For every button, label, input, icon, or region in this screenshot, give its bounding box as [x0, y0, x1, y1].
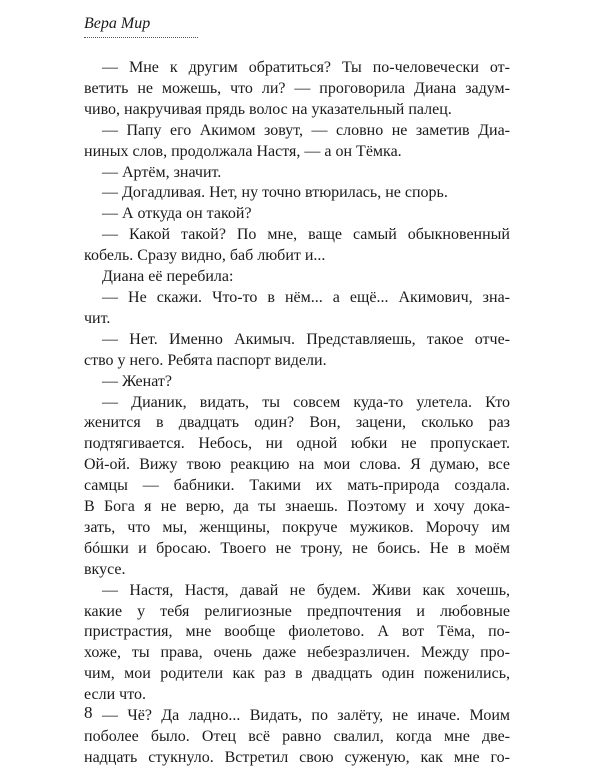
- body-text: [84, 58, 510, 769]
- page-number: 8: [84, 703, 93, 722]
- text-line: вкусе.: [84, 560, 126, 578]
- text-line: Ой-ой. Вижу твою реакцию на мои слова. Я думаю, все: [84, 456, 510, 474]
- text-line: чим, мои родители как раз в двадцать один поженились,: [84, 665, 510, 683]
- text-line: — Мне к другим обратиться? Ты по-человечески от-: [102, 59, 510, 76]
- text-line: — Дианик, видать, ты совсем куда-то улетела. Кто: [102, 393, 510, 411]
- text-line: женится в двадцать один? Вон, зацени, сколько раз: [84, 414, 510, 432]
- text-line: — Настя, Настя, давай не будем. Живи как хочешь,: [102, 581, 510, 599]
- text-line: — Чё? Да ладно... Видать, по залёту, не иначе. Моим: [102, 707, 510, 725]
- text-line: чит.: [84, 309, 111, 327]
- text-line: если что.: [84, 686, 146, 704]
- text-line: самцы — бабники. Такими их мать-природа создала.: [84, 477, 510, 495]
- text-line: ветить не можешь, что ли? — проговорила Диана задум-: [84, 79, 510, 97]
- text-line: подтягивается. Небось, ни одной юбки не пропускает.: [84, 435, 510, 453]
- text-line: — Догадливая. Нет, ну точно втюрилась, не спорь.: [102, 184, 448, 202]
- text-line: — Артём, значит.: [102, 163, 222, 181]
- text-line: ниных слов, продолжала Настя, — а он Тёмка.: [84, 142, 402, 160]
- text-line: хоже, ты права, очень даже небезразличен. Между про-: [84, 644, 510, 662]
- text-line: ство у него. Ребята паспорт видели.: [84, 351, 327, 369]
- text-line: поболее было. Отец всё равно свалил, когда мне две-: [84, 728, 510, 745]
- text-line: кобель. Сразу видно, баб любит и...: [84, 247, 326, 265]
- text-line: — А откуда он такой?: [102, 205, 252, 223]
- text-line: бóшки и бросаю. Твоего не трону, не боись. Не в моём: [84, 539, 510, 557]
- text-line: зать, что мы, женщины, покруче мужиков. Морочу им: [84, 518, 510, 536]
- text-line: — Нет. Именно Акимыч. Представляешь, такое отче-: [102, 330, 510, 348]
- text-line: — Не скажи. Что-то в нём... а ещё... Акимович, зна-: [102, 288, 510, 306]
- text-line: Диана её перебила:: [102, 268, 234, 286]
- text-line: — Какой такой? По мне, ваще самый обыкновенный: [102, 226, 510, 244]
- text-line: В Бога я не верю, да ты знаешь. Поэтому и хочу дока-: [84, 498, 510, 516]
- text-line: какие у тебя религиозные предпочтения и любовные: [84, 602, 510, 620]
- text-line: чиво, накручивая прядь волос на указательный палец.: [84, 100, 452, 118]
- text-line: — Женат?: [102, 372, 172, 390]
- running-head-author: Вера Мир: [84, 14, 198, 38]
- text-line: пристрастия, мне вообще фиолетово. А вот Тёма, по-: [84, 623, 510, 641]
- text-line: — Папу его Акимом зовут, — словно не заметив Диа-: [102, 121, 510, 139]
- text-line: надцать стукнуло. Встретил свою суженую, как мне го-: [84, 748, 510, 766]
